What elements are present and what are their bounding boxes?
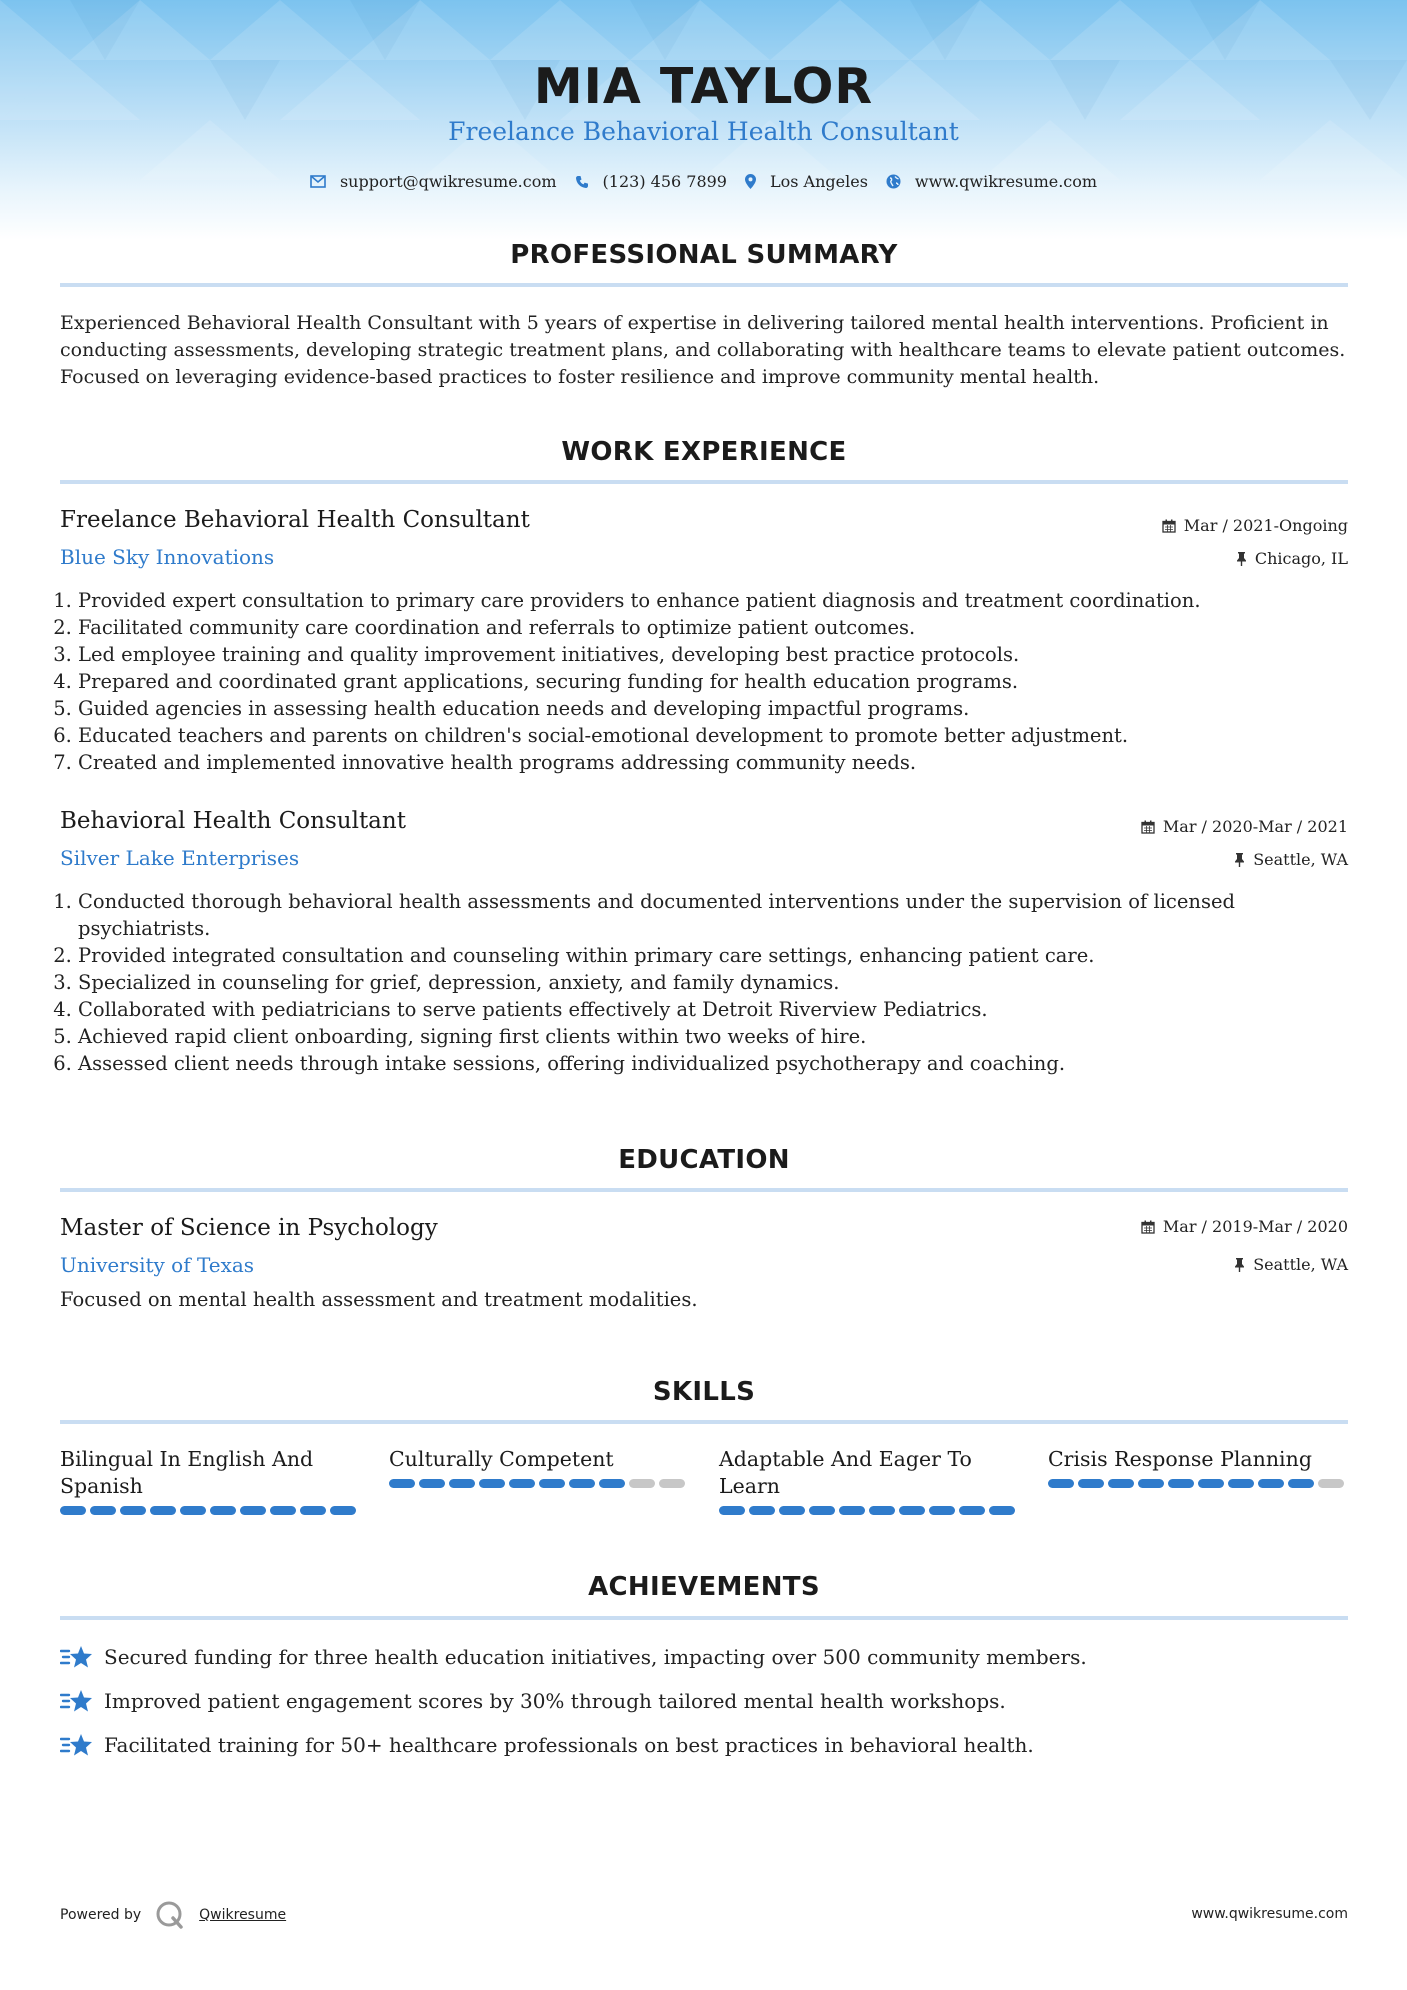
skill-level-segment-empty [1318, 1479, 1344, 1488]
skill-level-segment-filled [599, 1479, 625, 1488]
skill-level-bar [719, 1506, 1019, 1515]
skill-level-segment-filled [569, 1479, 595, 1488]
contact-phone-text: (123) 456 7899 [602, 172, 727, 191]
skill-level-segment-filled [300, 1506, 326, 1515]
phone-icon [575, 175, 589, 189]
experience-divider [60, 480, 1348, 484]
skill-level-segment-filled [330, 1506, 356, 1515]
skill-item [60, 1446, 360, 1515]
star-icon [60, 1688, 94, 1714]
pushpin-icon [1234, 1258, 1245, 1272]
candidate-title: Freelance Behavioral Health Consultant [448, 117, 959, 146]
list-item: 1. Provided expert consultation to primary care providers to enhance patient diagnosis and treatment coordination. [78, 587, 1328, 614]
achievements-divider [60, 1616, 1348, 1620]
skill-level-segment-filled [1078, 1479, 1104, 1488]
contact-website-text: www.qwikresume.com [914, 172, 1098, 191]
list-item: 2. Facilitated community care coordination and referrals to optimize patient outcomes. [78, 614, 1328, 641]
calendar-icon [1141, 820, 1155, 834]
pushpin-icon [1236, 552, 1247, 566]
skill-level-segment-filled [270, 1506, 296, 1515]
contact-location [745, 172, 868, 191]
job-2-location [1234, 850, 1348, 869]
job-1-bullets [60, 587, 1328, 776]
skill-level-segment-filled [839, 1506, 865, 1515]
skill-level-segment-filled [809, 1506, 835, 1515]
skill-level-segment-filled [1228, 1479, 1254, 1488]
powered-by-label: Powered by [60, 1907, 142, 1923]
job-2-company: Silver Lake Enterprises [60, 846, 300, 870]
skill-level-segment-filled [959, 1506, 985, 1515]
skill-name: Culturally Competent [389, 1447, 614, 1471]
summary-divider [60, 283, 1348, 287]
job-1-title: Freelance Behavioral Health Consultant [60, 507, 530, 533]
star-icon [60, 1732, 94, 1758]
list-item: 2. Provided integrated consultation and counseling within primary care settings, enhancing patient care. [78, 942, 1328, 969]
education-description: Focused on mental health assessment and treatment modalities. [60, 1288, 698, 1311]
skill-level-segment-filled [90, 1506, 116, 1515]
education-location-text: Seattle, WA [1253, 1255, 1348, 1274]
globe-icon [886, 174, 901, 189]
list-item: 7. Created and implemented innovative health programs addressing community needs. [78, 749, 1328, 776]
achievement-text: Improved patient engagement scores by 30% through tailored mental health workshops. [104, 1689, 1006, 1713]
skill-level-segment-filled [1198, 1479, 1224, 1488]
skill-level-segment-empty [629, 1479, 655, 1488]
skill-level-segment-filled [1048, 1479, 1074, 1488]
skill-level-segment-filled [1258, 1479, 1284, 1488]
skill-level-bar [1048, 1479, 1348, 1488]
achievement-item [60, 1644, 1087, 1670]
skill-level-segment-filled [929, 1506, 955, 1515]
education-heading: EDUCATION [618, 1145, 790, 1175]
skill-level-segment-filled [449, 1479, 475, 1488]
contact-email[interactable] [310, 172, 557, 191]
skill-level-segment-filled [719, 1506, 745, 1515]
map-marker-icon [745, 174, 756, 189]
skill-level-segment-filled [479, 1479, 505, 1488]
calendar-icon [1141, 1220, 1155, 1234]
job-1-location-text: Chicago, IL [1254, 549, 1348, 568]
star-icon [60, 1644, 94, 1670]
skill-level-segment-filled [749, 1506, 775, 1515]
list-item: 3. Specialized in counseling for grief, depression, anxiety, and family dynamics. [78, 969, 1328, 996]
education-degree: Master of Science in Psychology [60, 1215, 438, 1241]
skill-level-segment-filled [989, 1506, 1015, 1515]
brand-link[interactable]: Qwikresume [199, 1907, 287, 1923]
skill-level-segment-empty [659, 1479, 685, 1488]
skill-level-segment-filled [389, 1479, 415, 1488]
skill-level-segment-filled [240, 1506, 266, 1515]
skill-level-segment-filled [60, 1506, 86, 1515]
footer-powered-by [60, 1900, 286, 1930]
job-2-dates-text: Mar / 2020-Mar / 2021 [1162, 817, 1348, 836]
skill-level-segment-filled [419, 1479, 445, 1488]
job-2-bullets [60, 888, 1328, 1077]
job-1-dates-text: Mar / 2021-Ongoing [1183, 516, 1348, 535]
education-dates [1141, 1217, 1348, 1236]
list-item: 4. Collaborated with pediatricians to serve patients effectively at Detroit Riverview Pediatrics. [78, 996, 1328, 1023]
skill-name: Adaptable And Eager To Learn [719, 1447, 972, 1498]
candidate-name: MIA TAYLOR [533, 58, 874, 115]
skill-item [389, 1446, 689, 1488]
job-1-company: Blue Sky Innovations [60, 545, 275, 569]
skill-item [1048, 1446, 1348, 1488]
list-item: 5. Guided agencies in assessing health education needs and developing impactful programs. [78, 695, 1328, 722]
skill-level-segment-filled [150, 1506, 176, 1515]
list-item: 6. Assessed client needs through intake sessions, offering individualized psychotherapy and coaching. [78, 1050, 1328, 1077]
summary-heading: PROFESSIONAL SUMMARY [510, 240, 898, 270]
experience-heading: WORK EXPERIENCE [561, 437, 847, 467]
skill-level-segment-filled [869, 1506, 895, 1515]
achievement-item [60, 1732, 1034, 1758]
pushpin-icon [1234, 853, 1245, 867]
achievements-heading: ACHIEVEMENTS [588, 1572, 820, 1602]
contact-website[interactable] [886, 172, 1097, 191]
skill-level-segment-filled [1108, 1479, 1134, 1488]
skill-name: Bilingual In English And Spanish [60, 1447, 314, 1498]
list-item: 4. Prepared and coordinated grant applications, securing funding for health education programs. [78, 668, 1328, 695]
skills-heading: SKILLS [652, 1377, 756, 1407]
contact-phone[interactable] [575, 172, 727, 191]
skill-level-segment-filled [539, 1479, 565, 1488]
skill-level-bar [389, 1479, 689, 1488]
skill-level-segment-filled [899, 1506, 925, 1515]
list-item: 5. Achieved rapid client onboarding, signing first clients within two weeks of hire. [78, 1023, 1328, 1050]
skill-item [719, 1446, 1019, 1515]
summary-text: Experienced Behavioral Health Consultant with 5 years of expertise in delivering tailored mental health interventions. Proficient in conducting assessments, developing strategic treatment plans, and collaborating with healthcare teams to elevate patient outcomes. Focused on leveraging evidence-based practices to foster resilience and improve community mental health. [60, 312, 1346, 388]
skill-level-segment-filled [509, 1479, 535, 1488]
job-2-title: Behavioral Health Consultant [60, 808, 406, 834]
skill-level-segment-filled [1288, 1479, 1314, 1488]
contact-bar [0, 172, 1407, 191]
education-location [1234, 1255, 1348, 1274]
contact-location-text: Los Angeles [769, 172, 868, 191]
calendar-icon [1162, 519, 1176, 533]
skill-level-segment-filled [180, 1506, 206, 1515]
skill-level-segment-filled [210, 1506, 236, 1515]
job-2-dates [1141, 817, 1348, 836]
job-1-dates [1162, 516, 1348, 535]
job-1-location [1236, 549, 1348, 568]
list-item: 6. Educated teachers and parents on children's social-emotional development to promote better adjustment. [78, 722, 1328, 749]
skill-level-segment-filled [1168, 1479, 1194, 1488]
skill-level-bar [60, 1506, 360, 1515]
achievement-text: Secured funding for three health education initiatives, impacting over 500 community members. [104, 1645, 1087, 1669]
list-item: 3. Led employee training and quality improvement initiatives, developing best practice protocols. [78, 641, 1328, 668]
list-item: 1. Conducted thorough behavioral health assessments and documented interventions under the supervision of licensed psychiatrists. [78, 888, 1328, 942]
skill-name: Crisis Response Planning [1048, 1447, 1312, 1471]
job-2-location-text: Seattle, WA [1253, 850, 1348, 869]
skill-level-segment-filled [1138, 1479, 1164, 1488]
skills-divider [60, 1420, 1348, 1424]
education-school: University of Texas [60, 1253, 255, 1277]
skill-level-segment-filled [120, 1506, 146, 1515]
footer-website-link[interactable]: www.qwikresume.com [1191, 1906, 1348, 1922]
achievement-text: Facilitated training for 50+ healthcare professionals on best practices in behavioral health. [104, 1733, 1034, 1757]
achievement-item [60, 1688, 1006, 1714]
contact-email-text: support@qwikresume.com [339, 172, 557, 191]
education-divider [60, 1188, 1348, 1192]
education-dates-text: Mar / 2019-Mar / 2020 [1162, 1217, 1348, 1236]
skill-level-segment-filled [779, 1506, 805, 1515]
envelope-icon [310, 175, 326, 188]
qwikresume-logo-icon [155, 1900, 185, 1930]
